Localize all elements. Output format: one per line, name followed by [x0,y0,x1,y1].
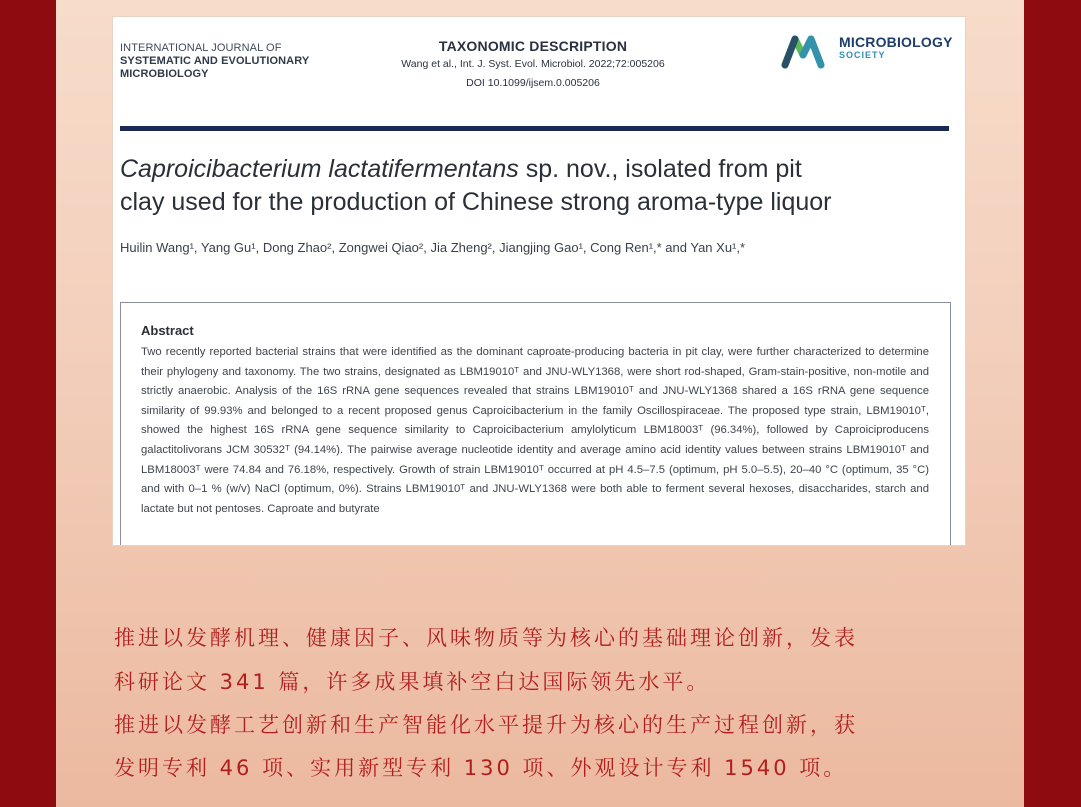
abstract-text: Two recently reported bacterial strains that were identified as the dominant caproate-producing bacteria in pit clay, were further characterized to determine their phylogeny and taxonomy. The two strains, designated as LBM19010ᵀ and JNU-WLY1368, were short rod-shaped, Gram-stain-positive, non-motile and strictly anaerobic. Analysis of the 16S rRNA gene sequences revealed that strains LBM19010ᵀ and JNU-WLY1368 shared a 16S rRNA gene sequence similarity of 99.93% and belonged to a recent proposed genus Caproicibacterium in the family Oscillospiraceae. The proposed type strain, LBM19010ᵀ, showed the highest 16S rRNA gene sequence similarity to Caproicibacterium amylolyticum LBM18003ᵀ (96.34%), followed by Caproiciproducens galactitolivorans JCM 30532ᵀ (94.14%). The pairwise average nucleotide identity and average amino acid identity values between strains LBM19010ᵀ and LBM18003ᵀ were 74.84 and 76.18%, respectively. Growth of strain LBM19010ᵀ occurred at pH 4.5–7.5 (optimum, pH 5.0–5.5), 20–40 °C (optimum, 35 °C) and with 0–1 % (w/v) NaCl (optimum, 0%). Strains LBM19010ᵀ and JNU-WLY1368 were both able to ferment several hexoses, disaccharides, starch and lactate but not pentoses. Caproate and butyrate [141,346,929,515]
citation: Wang et al., Int. J. Syst. Evol. Microbiol. 2022;72:005206 [401,58,665,70]
caption-line-2: 科研论文 341 篇，许多成果填补空白达国际领先水平。 [114,670,711,694]
caption-line-1: 推进以发酵机理、健康因子、风味物质等为核心的基础理论创新，发表 [114,626,858,650]
abstract-heading: Abstract [141,323,194,338]
header-rule [120,126,949,131]
abstract-box [120,302,951,545]
caption-line-3: 推进以发酵工艺创新和生产智能化水平提升为核心的生产过程创新，获 [114,713,858,737]
caption-line-4: 发明专利 46 项、实用新型专利 130 项、外观设计专利 1540 项。 [114,756,848,780]
society-logo-icon [781,31,837,71]
microbiology-society-logo: MICROBIOLOGY SOCIETY [781,31,961,73]
doi: DOI 10.1099/ijsem.0.005206 [466,77,600,89]
journal-name: INTERNATIONAL JOURNAL OF SYSTEMATIC AND EVOLUTIONARY MICROBIOLOGY [120,42,310,80]
paper-screenshot [113,17,965,545]
article-title: Caproicibacterium lactatifermentans sp. nov., isolated from pit clay used for the production of Chinese strong aroma-type liquor [120,155,832,216]
article-header [363,38,703,89]
section-label: TAXONOMIC DESCRIPTION [438,38,628,54]
author-list: Huilin Wang¹, Yang Gu¹, Dong Zhao², Zongwei Qiao², Jia Zheng², Jiangjing Gao¹, Cong Ren¹,* and Yan Xu¹,* [120,240,746,255]
